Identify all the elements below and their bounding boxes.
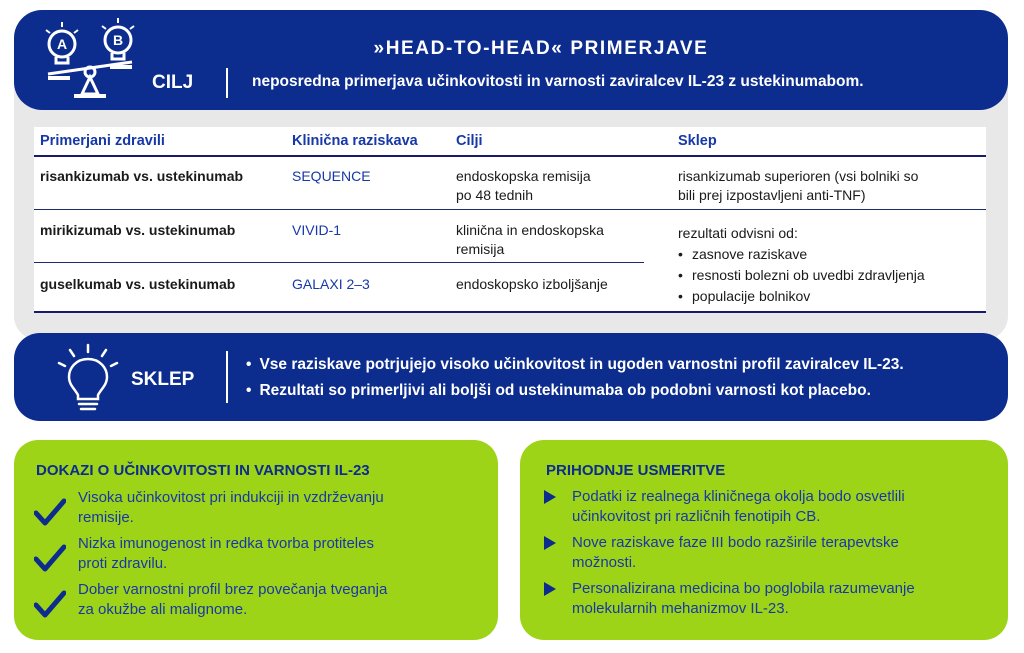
sklep-point-2: • Rezultati so primerljivi ali boljši od ustekinumaba ob podobni varnosti kot placebo.	[246, 382, 871, 400]
cilj-text: neposredna primerjava učinkovitosti in varnosti zaviralcev IL-23 z ustekinumabom.	[252, 73, 864, 90]
page-title: »HEAD-TO-HEAD« PRIMERJAVE	[373, 38, 709, 59]
checkmark-icon	[34, 544, 66, 572]
evidence-box	[14, 440, 498, 640]
checkmark-icon	[34, 590, 66, 618]
triangle-bullet-icon	[544, 536, 556, 550]
table-row-line-1	[34, 209, 986, 210]
row3-study: GALAXI 2–3	[292, 276, 370, 292]
ab-comparison-icon	[40, 18, 140, 108]
future-item-2: Nove raziskave faze III bodo razširile terapevtske možnosti.	[572, 534, 899, 571]
header-banner	[14, 10, 1008, 110]
evidence-title: DOKAZI O UČINKOVITOSTI IN VARNOSTI IL-23	[36, 462, 370, 479]
checkmark-icon	[34, 498, 66, 526]
sklep-label: SKLEP	[131, 369, 195, 390]
conclusion-item: • zasnove raziskave	[678, 244, 925, 265]
row3-goal: endoskopsko izboljšanje	[456, 276, 608, 292]
table-header-goals: Cilji	[456, 133, 483, 149]
cilj-label: CILJ	[152, 72, 194, 93]
lightbulb-icon	[56, 343, 120, 415]
conclusion-item: • resnosti bolezni ob uvedbi zdravljenja	[678, 265, 925, 286]
row23-conclusion: rezultati odvisni od: • zasnove raziskave • resnosti bolezni ob uvedbi zdravljenja • populacije bolnikov	[678, 223, 925, 307]
table-row-line-2	[34, 262, 644, 263]
sklep-divider	[226, 351, 228, 403]
table-header-line	[34, 155, 986, 157]
row2-drugs: mirikizumab vs. ustekinumab	[40, 222, 236, 238]
row1-conclusion: risankizumab superioren (vsi bolniki so bili prej izpostavljeni anti-TNF)	[678, 168, 919, 203]
header-divider	[226, 68, 228, 98]
future-box	[520, 440, 1008, 640]
row3-drugs: guselkumab vs. ustekinumab	[40, 276, 236, 292]
evidence-item-3: Dober varnostni profil brez povečanja tveganja za okužbe ali malignome.	[78, 581, 388, 618]
future-item-1: Podatki iz realnega kliničnega okolja bodo osvetlili učinkovitost pri različnih fenotipih CB.	[572, 488, 905, 525]
row1-goal: endoskopska remisija po 48 tednih	[456, 168, 591, 203]
future-item-3: Personalizirana medicina bo poglobila razumevanje molekularnih mehanizmov IL-23.	[572, 580, 915, 617]
table-header-drugs: Primerjani zdravili	[40, 133, 165, 149]
icon-letter-b: B	[112, 32, 124, 48]
future-title: PRIHODNJE USMERITVE	[546, 462, 726, 479]
row1-study: SEQUENCE	[292, 168, 371, 184]
row2-goal: klinična in endoskopska remisija	[456, 222, 604, 257]
evidence-item-2: Nizka imunogenost in redka tvorba protiteles proti zdravilu.	[78, 535, 374, 572]
row2-study: VIVID-1	[292, 222, 342, 238]
row1-drugs: risankizumab vs. ustekinumab	[40, 168, 244, 184]
sklep-point-1: • Vse raziskave potrjujejo visoko učinkovitost in ugoden varnostni profil zaviralcev IL-23.	[246, 356, 904, 374]
triangle-bullet-icon	[544, 490, 556, 504]
table-header-conclusion: Sklep	[678, 133, 717, 149]
conclusion-item: • populacije bolnikov	[678, 286, 925, 307]
comparison-table	[34, 127, 986, 313]
table-bottom-line	[34, 311, 986, 313]
triangle-bullet-icon	[544, 582, 556, 596]
evidence-item-1: Visoka učinkovitost pri indukciji in vzdrževanju remisije.	[78, 489, 384, 526]
icon-letter-a: A	[56, 36, 68, 52]
sklep-banner	[14, 333, 1008, 421]
table-header-study: Klinična raziskava	[292, 133, 418, 149]
